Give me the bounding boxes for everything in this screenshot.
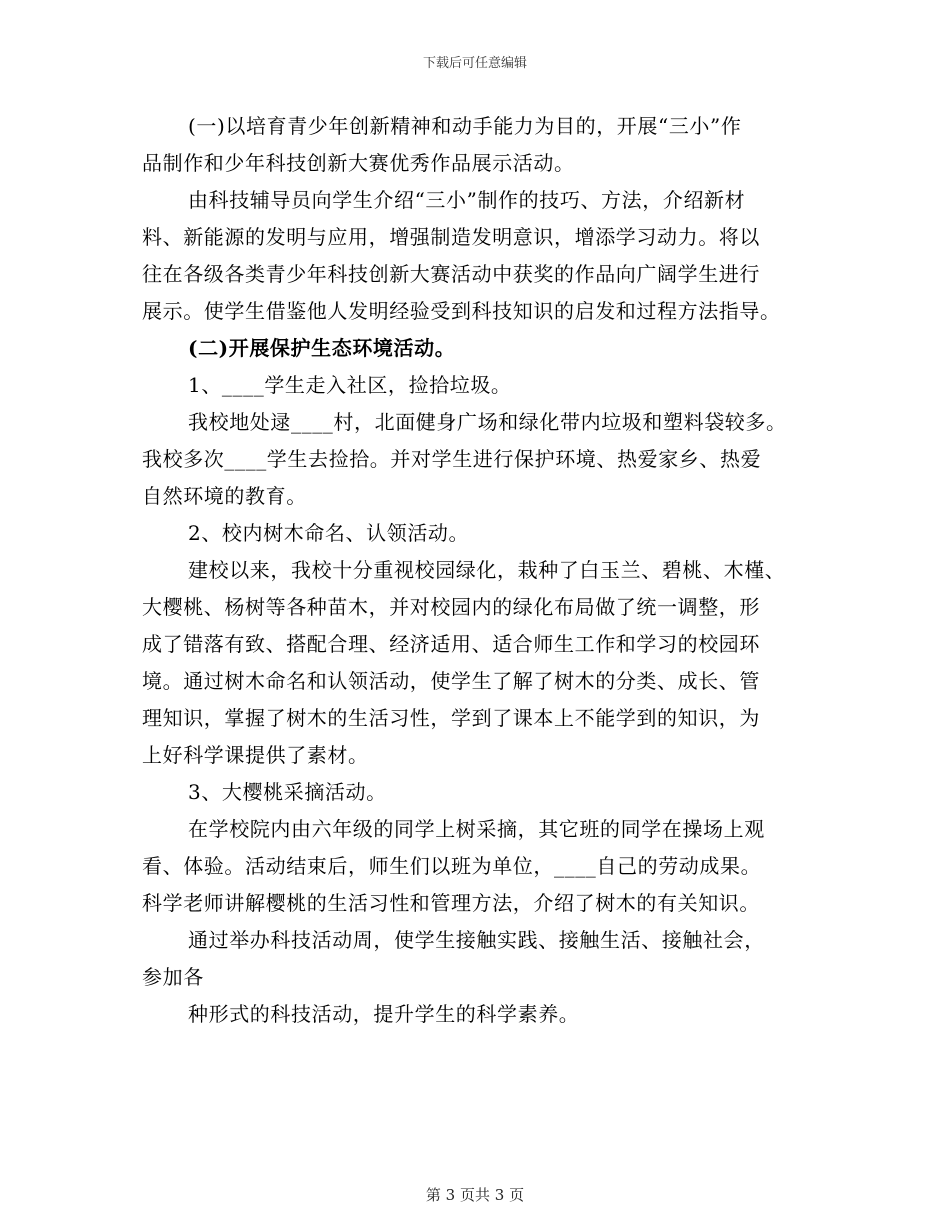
paragraph-line: 展示。使学生借鉴他人发明经验受到科技知识的启发和过程方法指导。: [142, 299, 781, 323]
paragraph-line: 通过举办科技活动周，使学生接触实践、接触生活、接触社会，: [188, 928, 765, 952]
paragraph-line: 看、体验。活动结束后，师生们以班为单位，____自己的劳动成果。: [142, 854, 762, 878]
page-footer: 第 3 页共 3 页: [425, 1186, 525, 1204]
section-heading: (二)开展保护生态环境活动。: [188, 336, 456, 360]
paragraph-line: 我校地处逯____村，北面健身广场和绿化带内垃圾和塑料袋较多。: [188, 410, 787, 434]
paragraph-line: 大樱桃、杨树等各种苗木，并对校园内的绿化布局做了统一调整，形: [142, 595, 760, 619]
paragraph-line: 自然环境的教育。: [142, 484, 307, 508]
item-heading: 2、校内树木命名、认领活动。: [188, 521, 470, 545]
item-heading: 1、____学生走入社区，捡拾垃圾。: [188, 373, 512, 397]
paragraph-line: 由科技辅导员向学生介绍“三小”制作的技巧、方法，介绍新材: [188, 188, 746, 212]
paragraph-line: (一)以培育青少年创新精神和动手能力为目的，开展“三小”作: [188, 114, 742, 138]
paragraph-line: 上好科学课提供了素材。: [142, 743, 369, 767]
paragraph-line: 往在各级各类青少年科技创新大赛活动中获奖的作品向广阔学生进行: [142, 262, 760, 286]
document-body: [142, 108, 814, 1033]
paragraph-line: 料、新能源的发明与应用，增强制造发明意识，增添学习动力。将以: [142, 225, 760, 249]
paragraph-line: 参加各: [142, 965, 204, 989]
paragraph-line: 境。通过树木命名和认领活动，使学生了解了树木的分类、成长、管: [142, 669, 760, 693]
paragraph-line: 种形式的科技活动，提升学生的科学素养。: [188, 1002, 580, 1026]
paragraph-line: 在学校院内由六年级的同学上树采摘，其它班的同学在操场上观: [188, 817, 765, 841]
page-header: 下载后可任意编辑: [422, 56, 527, 71]
paragraph-line: 理知识，掌握了树木的生活习性，学到了课本上不能学到的知识，为: [142, 706, 760, 730]
paragraph-line: 我校多次____学生去捡拾。并对学生进行保护环境、热爱家乡、热爱: [142, 447, 762, 471]
paragraph-line: 品制作和少年科技创新大赛优秀作品展示活动。: [142, 151, 575, 175]
item-heading: 3、大樱桃采摘活动。: [188, 780, 387, 804]
paragraph-line: 建校以来，我校十分重视校园绿化，栽种了白玉兰、碧桃、木槿、: [188, 558, 786, 582]
paragraph-line: 成了错落有致、搭配合理、经济适用、适合师生工作和学习的校园环: [142, 632, 760, 656]
paragraph-line: 科学老师讲解樱桃的生活习性和管理方法，介绍了树木的有关知识。: [142, 891, 760, 915]
